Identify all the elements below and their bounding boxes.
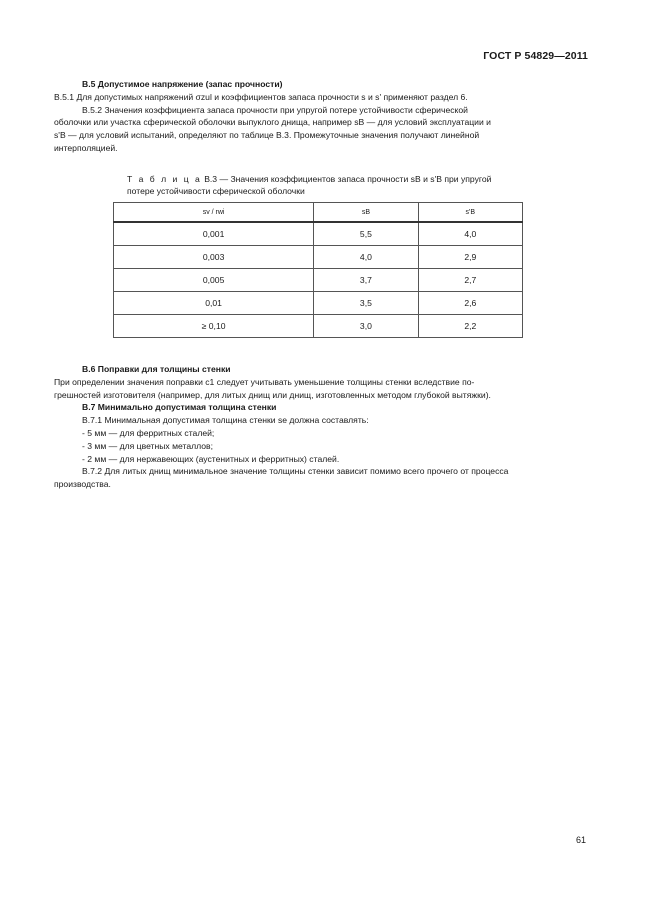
section-b5-p2-line4: интерполяцией. <box>54 142 118 153</box>
table-cell: 3,7 <box>314 269 418 292</box>
table-cell: 2,9 <box>418 246 522 269</box>
list-item: - 2 мм — для нержавеющих (аустенитных и ферритных) сталей. <box>82 453 340 464</box>
section-b6-line2: грешностей изготовителя (например, для литых днищ или днищ, изготовленных методом глубокой вытяжки). <box>54 389 491 400</box>
table-caption-title: В.3 — Значения коэффициентов запаса прочности sB и s'B при упругой <box>204 174 492 184</box>
document-id: ГОСТ Р 54829—2011 <box>483 50 588 62</box>
table-header-cell: sv / rwi <box>114 203 314 223</box>
section-b6-heading: В.6 Поправки для толщины стенки <box>82 364 231 374</box>
table-cell: 2,2 <box>418 315 522 338</box>
table-row <box>114 315 523 338</box>
section-b5 <box>54 78 588 155</box>
table-cell: 4,0 <box>314 246 418 269</box>
table-row <box>114 246 523 269</box>
table-cell: 5,5 <box>314 222 418 246</box>
section-b7-p2-line1: В.7.2 Для литых днищ минимальное значение толщины стенки зависит помимо всего прочего от процесса <box>82 466 509 477</box>
sections-b6-b7 <box>54 363 588 491</box>
table-caption-label: Т а б л и ц а <box>127 174 202 184</box>
section-b7-p1: В.7.1 Минимальная допустимая толщина стенки se должна составлять: <box>82 415 369 426</box>
section-b5-p2-line2: оболочки или участка сферической оболочки выпуклого днища, например sB — для условий эксплуатации и <box>54 117 491 128</box>
section-b5-p2-line1: В.5.2 Значения коэффициента запаса прочности при упругой потере устойчивости сферической <box>82 104 468 115</box>
table-caption <box>127 173 527 197</box>
table-cell: 0,01 <box>114 292 314 315</box>
section-b7-p2-line2: производства. <box>54 479 111 490</box>
section-b5-heading: В.5 Допустимое напряжение (запас прочности) <box>82 79 283 89</box>
table-cell: 3,5 <box>314 292 418 315</box>
table-row <box>114 222 523 246</box>
section-b5-p2-line3: s'B — для условий испытаний, определяют по таблице В.3. Промежуточные значения получают линейной <box>54 130 480 141</box>
section-b6-line1: При определении значения поправки c1 следует учитывать уменьшение толщины стенки вследствие по- <box>54 376 475 387</box>
table-cell: 0,005 <box>114 269 314 292</box>
section-b5-p1: В.5.1 Для допустимых напряжений σzul и коэффициентов запаса прочности s и s' применяют раздел 6. <box>54 91 468 102</box>
table-cell: 0,003 <box>114 246 314 269</box>
list-item: - 5 мм — для ферритных сталей; <box>82 427 215 438</box>
table-cell: 0,001 <box>114 222 314 246</box>
coefficient-table <box>113 202 523 338</box>
page-number: 61 <box>575 835 586 845</box>
table-cell: ≥ 0,10 <box>114 315 314 338</box>
table-header-cell: s'B <box>418 203 522 223</box>
list-item: - 3 мм — для цветных металлов; <box>82 440 213 451</box>
table-caption-title-line2: потере устойчивости сферической оболочки <box>127 186 305 196</box>
section-b7-heading: В.7 Минимально допустимая толщина стенки <box>82 402 277 413</box>
table-row <box>114 269 523 292</box>
table-cell: 2,6 <box>418 292 522 315</box>
table-header-cell: sB <box>314 203 418 223</box>
table-row <box>114 292 523 315</box>
table-cell: 4,0 <box>418 222 522 246</box>
table-cell: 2,7 <box>418 269 522 292</box>
table-header-row <box>114 203 523 223</box>
table-cell: 3,0 <box>314 315 418 338</box>
